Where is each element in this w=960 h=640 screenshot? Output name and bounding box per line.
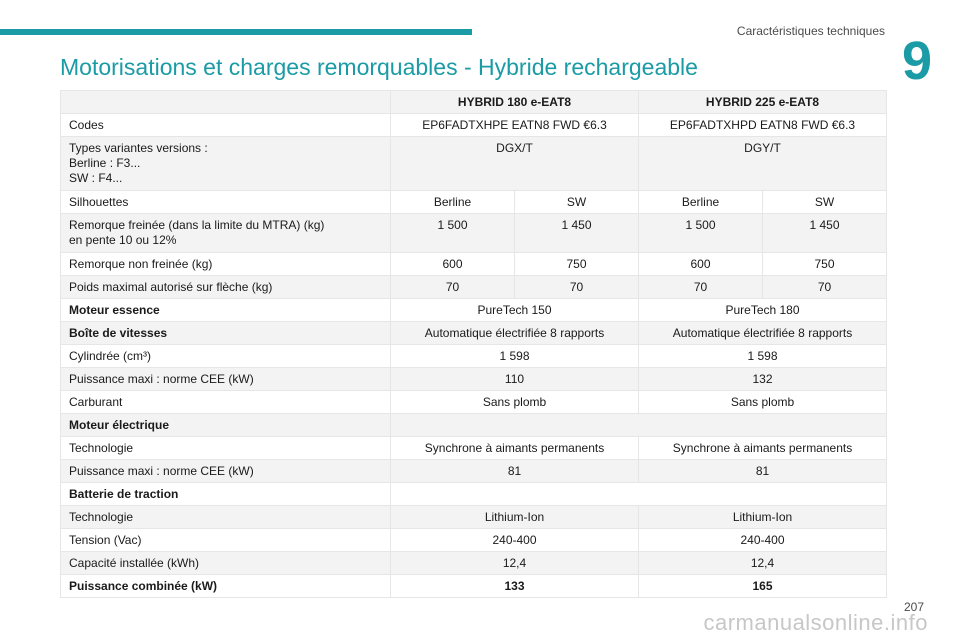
table-cell — [391, 529, 639, 552]
page-number: 207 — [903, 600, 924, 614]
table-cell — [515, 214, 639, 253]
table-cell-value: 12,4 — [502, 555, 527, 570]
row-label — [61, 460, 391, 483]
table-cell-value: 165 — [752, 578, 773, 593]
table-row — [61, 345, 887, 368]
table-row — [61, 529, 887, 552]
table-cell-value: PureTech 150 — [477, 302, 552, 317]
table-cell-value: 1 500 — [437, 218, 468, 232]
table-cell — [391, 214, 515, 253]
table-cell-value: 1 500 — [685, 218, 716, 232]
row-label-line: Codes — [69, 117, 104, 132]
row-label — [61, 114, 391, 137]
table-cell-value: 70 — [817, 279, 832, 294]
row-label — [61, 214, 391, 253]
table-cell — [391, 253, 515, 276]
table-cell — [639, 114, 887, 137]
row-label-line: Moteur électrique — [69, 417, 170, 432]
table-cell-value: 600 — [690, 256, 711, 271]
table-cell — [639, 437, 887, 460]
row-label — [61, 575, 391, 598]
table-cell — [639, 529, 887, 552]
row-label — [61, 414, 391, 437]
row-label-line: Technologie — [69, 440, 134, 455]
table-cell — [391, 460, 639, 483]
row-label — [61, 368, 391, 391]
row-label-line: Technologie — [69, 509, 134, 524]
table-row — [61, 391, 887, 414]
table-cell-value: 1 450 — [561, 218, 592, 232]
row-label — [61, 437, 391, 460]
table-cell-value: 1 450 — [809, 218, 840, 232]
table-cell — [391, 391, 639, 414]
page-title: Motorisations et charges remorquables - Hybride rechargeable — [60, 54, 698, 80]
table-row — [61, 506, 887, 529]
row-label-line: Batterie de traction — [69, 486, 179, 501]
table-cell-value: 600 — [442, 256, 463, 271]
table-cell — [639, 368, 887, 391]
row-label-line: Remorque freinée (dans la limite du MTRA) (kg) — [69, 218, 325, 232]
table-row — [61, 437, 887, 460]
table-cell — [639, 253, 763, 276]
table-cell-value: 240-400 — [492, 532, 537, 547]
row-label-line: Boîte de vitesses — [69, 325, 168, 340]
table-cell-value: 70 — [569, 279, 584, 294]
table-cell — [639, 552, 887, 575]
row-label-line: Silhouettes — [69, 194, 129, 209]
row-label — [61, 276, 391, 299]
table-cell — [639, 506, 887, 529]
table-cell — [391, 276, 515, 299]
table-cell — [639, 575, 887, 598]
row-label-line: Types variantes versions : — [69, 141, 208, 155]
table-cell — [639, 191, 763, 214]
row-label — [61, 529, 391, 552]
table-cell — [391, 368, 639, 391]
table-cell — [639, 276, 763, 299]
table-row — [61, 368, 887, 391]
row-label — [61, 137, 391, 191]
watermark: carmanualsonline.info — [703, 610, 928, 635]
column-header-hybrid-225: HYBRID 225 e-EAT8 — [639, 91, 887, 114]
row-label — [61, 506, 391, 529]
table-cell-value: PureTech 180 — [725, 302, 800, 317]
table-row — [61, 114, 887, 137]
row-label-line: Remorque non freinée (kg) — [69, 256, 213, 271]
table-cell — [391, 299, 639, 322]
table-cell — [515, 253, 639, 276]
table-cell — [515, 191, 639, 214]
table-cell-value: 750 — [566, 256, 587, 271]
table-row — [61, 253, 887, 276]
table-cell — [391, 191, 515, 214]
table-cell-value: 12,4 — [750, 555, 775, 570]
row-label — [61, 391, 391, 414]
table-row — [61, 137, 887, 191]
table-cell-value: SW — [566, 194, 587, 209]
table-row — [61, 414, 887, 437]
table-cell-value: 240-400 — [740, 532, 785, 547]
table-cell-value: 70 — [445, 279, 460, 294]
row-label — [61, 191, 391, 214]
table-cell-value: 132 — [752, 371, 773, 386]
row-label — [61, 253, 391, 276]
column-header-hybrid-180: HYBRID 180 e-EAT8 — [391, 91, 639, 114]
table-cell — [639, 345, 887, 368]
row-label-line: Carburant — [69, 394, 123, 409]
table-cell-value: EP6FADTXHPD EATN8 FWD €6.3 — [669, 117, 856, 132]
table-cell — [391, 345, 639, 368]
table-row — [61, 322, 887, 345]
row-label-line: Tension (Vac) — [69, 532, 142, 547]
table-cell — [763, 253, 887, 276]
row-label-line: Puissance maxi : norme CEE (kW) — [69, 463, 254, 478]
table-cell-value: 81 — [507, 463, 522, 478]
row-label-line: Puissance maxi : norme CEE (kW) — [69, 371, 254, 386]
section-label: Caractéristiques techniques — [736, 24, 885, 38]
table-cell-value: Synchrone à aimants permanents — [672, 440, 853, 455]
table-cell — [391, 322, 639, 345]
table-cell-value: 1 598 — [499, 348, 530, 363]
table-cell-value: Lithium-Ion — [484, 509, 545, 524]
row-label-line: Puissance combinée (kW) — [69, 578, 218, 593]
table-cell-value: SW — [814, 194, 835, 209]
table-cell-value: Berline — [433, 194, 472, 209]
table-cell — [391, 114, 639, 137]
row-label — [61, 299, 391, 322]
table-row — [61, 460, 887, 483]
table-cell — [763, 276, 887, 299]
table-cell-value: 133 — [504, 578, 525, 593]
row-label-line: Berline : F3... — [69, 156, 141, 170]
row-label-line: Cylindrée (cm³) — [69, 348, 152, 363]
chapter-number: 9 — [901, 31, 932, 91]
table-cell — [515, 276, 639, 299]
row-label-line: Moteur essence — [69, 302, 160, 317]
table-cell — [391, 506, 639, 529]
table-cell — [391, 483, 887, 506]
table-row — [61, 552, 887, 575]
table-cell-value: 81 — [755, 463, 770, 478]
table-row — [61, 191, 887, 214]
table-row — [61, 299, 887, 322]
row-label-line: Poids maximal autorisé sur flèche (kg) — [69, 279, 273, 294]
table-cell-value: Synchrone à aimants permanents — [424, 440, 605, 455]
spec-table — [60, 90, 887, 598]
table-row — [61, 276, 887, 299]
row-label — [61, 345, 391, 368]
row-label — [61, 552, 391, 575]
table-cell — [391, 437, 639, 460]
table-cell-value: 750 — [814, 256, 835, 271]
spec-table-body — [61, 114, 887, 598]
table-cell-value: Berline — [681, 194, 720, 209]
table-cell-value: 70 — [693, 279, 708, 294]
table-cell-value: 1 598 — [747, 348, 778, 363]
table-cell — [639, 137, 887, 191]
table-cell — [391, 414, 887, 437]
table-cell — [639, 299, 887, 322]
table-row — [61, 483, 887, 506]
table-cell — [639, 322, 887, 345]
table-cell — [763, 191, 887, 214]
row-label — [61, 483, 391, 506]
row-label — [61, 322, 391, 345]
table-cell — [391, 575, 639, 598]
table-cell-value: Sans plomb — [730, 394, 795, 409]
table-cell-value: Lithium-Ion — [732, 509, 793, 524]
row-label-line: SW : F4... — [69, 171, 123, 185]
table-cell-value: Sans plomb — [482, 394, 547, 409]
table-header-empty — [61, 91, 391, 114]
table-cell — [391, 137, 639, 191]
table-cell — [391, 552, 639, 575]
table-cell-value: EP6FADTXHPE EATN8 FWD €6.3 — [422, 117, 607, 132]
table-row — [61, 575, 887, 598]
table-cell — [763, 214, 887, 253]
table-cell-value: DGX/T — [496, 141, 533, 155]
table-cell — [639, 391, 887, 414]
table-cell — [639, 460, 887, 483]
table-cell-value: Automatique électrifiée 8 rapports — [424, 325, 605, 340]
table-header-row — [61, 91, 887, 114]
row-label-line: en pente 10 ou 12% — [69, 233, 177, 247]
table-cell-value: 110 — [504, 371, 525, 386]
row-label-line: Capacité installée (kWh) — [69, 555, 200, 570]
table-row — [61, 214, 887, 253]
table-cell-value: DGY/T — [744, 141, 781, 155]
table-cell-value: Automatique électrifiée 8 rapports — [672, 325, 853, 340]
header-accent-bar — [0, 29, 472, 35]
table-cell — [639, 214, 763, 253]
